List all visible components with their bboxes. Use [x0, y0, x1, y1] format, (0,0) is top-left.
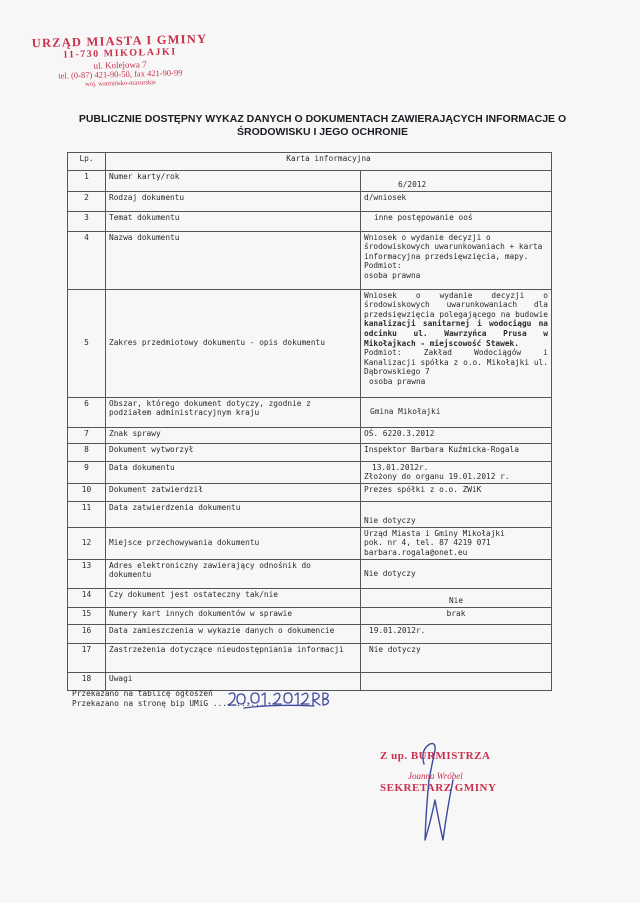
handwritten-date: [226, 688, 334, 712]
table-row: [68, 171, 552, 192]
row-number: 15: [68, 607, 106, 624]
table-row: [68, 397, 552, 427]
table-row: [68, 211, 552, 231]
row-number: 8: [68, 443, 106, 461]
row-label: Rodzaj dokumentu: [106, 191, 361, 211]
row-value: [361, 527, 552, 559]
row-number: 10: [68, 483, 106, 501]
notice-board-label: Przekazano na tablicę ogłoszeń: [72, 689, 213, 698]
row-number: 14: [68, 588, 106, 607]
title-line2: ŚRODOWISKU I JEGO OCHRONIE: [237, 126, 408, 138]
row-label: Data dokumentu: [106, 461, 361, 483]
row-number: 13: [68, 559, 106, 588]
table-row: [68, 289, 552, 397]
row-value: Nie dotyczy: [361, 559, 552, 588]
value-text: Wniosek o wydanie decyzji o środowiskowych uwarunkowaniach + karta informacyjna przedsięwzięcia, mapy.: [364, 232, 543, 261]
row-value: [361, 461, 552, 483]
table-row: [68, 427, 552, 443]
table-row: [68, 643, 552, 672]
stamp-line1: URZĄD MIASTA I GMINY: [31, 31, 208, 51]
table-row: [68, 191, 552, 211]
row-value: [361, 672, 552, 690]
header-lp: Lp.: [68, 153, 106, 171]
value-text: osoba prawna: [369, 376, 426, 386]
value-text: pok. nr 4, tel. 87 4219 071: [364, 538, 491, 548]
value-text: 6/2012: [398, 180, 427, 189]
value-text: Gmina Mikołajki: [370, 406, 441, 416]
header-card: Karta informacyjna: [106, 153, 552, 171]
row-value: [361, 624, 552, 643]
row-label: Czy dokument jest ostateczny tak/nie: [106, 588, 361, 607]
value-text: Podmiot: Zakład Wodociągów i Kanalizacji spółka z o.o. Mikołajki ul. Dąbrowskiego 7: [364, 348, 548, 377]
row-number: 17: [68, 643, 106, 672]
value-text: barbara.rogala@onet.eu: [364, 547, 468, 557]
office-stamp: [29, 32, 210, 90]
row-label: Obszar, którego dokument dotyczy, zgodnie z podziałem administracyjnym kraju: [106, 397, 361, 427]
row-value: [361, 211, 552, 231]
table-row: [68, 527, 552, 559]
value-text: 19.01.2012r.: [369, 625, 426, 635]
stamp-line4: tel. (0-87) 421-90-50, fax 421-90-99: [58, 67, 183, 81]
table-row: [68, 461, 552, 483]
bip-line: Przekazano na stronę bip UMiG ...........: [72, 699, 265, 708]
row-label: Znak sprawy: [106, 427, 361, 443]
signature-line1: Z up. BURMISTRZA: [380, 750, 491, 762]
value-text: inne postępowanie ooś: [374, 212, 473, 222]
row-value: [361, 289, 552, 397]
row-number: 9: [68, 461, 106, 483]
table-row: [68, 607, 552, 624]
row-value: OŚ. 6220.3.2012: [361, 427, 552, 443]
row-number: 1: [68, 171, 106, 192]
table-header-row: [68, 153, 552, 171]
row-number: 5: [68, 289, 106, 397]
row-number: 2: [68, 191, 106, 211]
information-card-table: [67, 152, 552, 691]
title-line1: PUBLICZNIE DOSTĘPNY WYKAZ DANYCH O DOKUMENTACH ZAWIERAJĄCYCH INFORMACJE O: [78, 113, 567, 125]
row-number: 11: [68, 501, 106, 527]
row-value: Nie: [361, 588, 552, 607]
row-value: d/wniosek: [361, 191, 552, 211]
table-row: [68, 624, 552, 643]
row-label: Miejsce przechowywania dokumentu: [106, 527, 361, 559]
row-value: Nie dotyczy: [361, 501, 552, 527]
row-value: [361, 397, 552, 427]
stamp-line2: 11-730 MIKOŁAJKI: [62, 46, 177, 61]
row-value: Inspektor Barbara Kuźmicka-Rogala: [361, 443, 552, 461]
stamp-line5: woj. warmińsko-mazurskie: [85, 79, 157, 88]
stamp-line3: ul. Kolejowa 7: [93, 59, 147, 71]
row-label: Uwagi: [106, 672, 361, 690]
value-text: Złożony do organu 19.01.2012 r.: [364, 472, 510, 482]
value-text-bold: kanalizacji sanitarnej i wodociągu na odcinku ul. Wawrzyńca Prusa w Mikołajkach - miejscowość Stawek.: [364, 319, 548, 348]
table-row: [68, 443, 552, 461]
row-value: [361, 171, 552, 192]
signature-name: Joanna Wróbel: [408, 771, 463, 781]
value-text: osoba prawna: [364, 270, 421, 280]
row-label: Dokument wytworzył: [106, 443, 361, 461]
row-value: [361, 643, 552, 672]
row-label: Temat dokumentu: [106, 211, 361, 231]
row-number: 3: [68, 211, 106, 231]
row-label: Data zamieszczenia w wykazie danych o dokumencie: [106, 624, 361, 643]
row-label: Zastrzeżenia dotyczące nieudostępniania informacji: [106, 643, 361, 672]
table-row: [68, 559, 552, 588]
row-number: 12: [68, 527, 106, 559]
value-text: Podmiot:: [364, 261, 402, 271]
row-number: 4: [68, 231, 106, 289]
row-label: Adres elektroniczny zawierający odnośnik do dokumentu: [106, 559, 361, 588]
row-label: Numer karty/rok: [106, 171, 361, 192]
signature-line3: SEKRETARZ GMINY: [380, 782, 497, 794]
value-text: Nie dotyczy: [369, 644, 421, 654]
row-number: 7: [68, 427, 106, 443]
table-row: [68, 231, 552, 289]
value-text: 13.01.2012r.: [372, 462, 429, 472]
row-label: Nazwa dokumentu: [106, 231, 361, 289]
row-label: Dokument zatwierdził: [106, 483, 361, 501]
handwritten-signature: [400, 738, 460, 848]
table-row: [68, 483, 552, 501]
row-value: Prezes spółki z o.o. ZWiK: [361, 483, 552, 501]
row-label: Data zatwierdzenia dokumentu: [106, 501, 361, 527]
row-number: 16: [68, 624, 106, 643]
row-label: Numery kart innych dokumentów w sprawie: [106, 607, 361, 624]
value-text: Wniosek o wydanie decyzji o środowiskowych uwarunkowaniach dla przedsięwzięcia polegającego na budowie: [364, 290, 548, 319]
row-value: [361, 231, 552, 289]
table-row: [68, 501, 552, 527]
document-title: [60, 113, 585, 139]
value-text: Urząd Miasta i Gminy Mikołajki: [364, 528, 505, 538]
row-number: 18: [68, 672, 106, 690]
row-value: brak: [361, 607, 552, 624]
row-label: Zakres przedmiotowy dokumentu - opis dokumentu: [106, 289, 361, 397]
table-row: [68, 588, 552, 607]
row-number: 6: [68, 397, 106, 427]
